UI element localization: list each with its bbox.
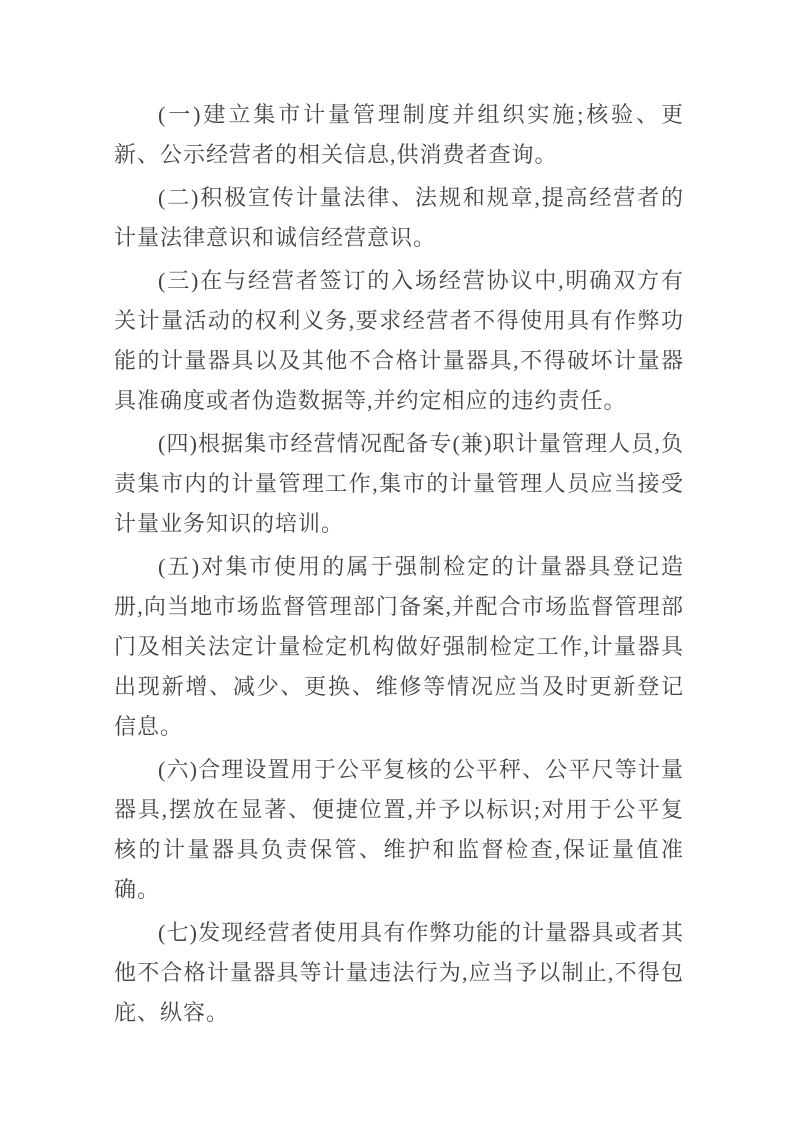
document-content (114, 95, 684, 1036)
paragraph-item-4: (四)根据集市经营情况配备专(兼)职计量管理人员,负责集市内的计量管理工作,集市的计量管理人员应当接受计量业务知识的培训。 (114, 431, 684, 536)
paragraph-item-6: (六)合理设置用于公平复核的公平秤、公平尺等计量器具,摆放在显著、便捷位置,并予以标识;对用于公平复核的计量器具负责保管、维护和监督检查,保证量值准确。 (114, 757, 684, 902)
paragraph-item-5: (五)对集市使用的属于强制检定的计量器具登记造册,向当地市场监督管理部门备案,并配合市场监督管理部门及相关法定计量检定机构做好强制检定工作,计量器具出现新增、减少、更换、维修等情况应当及时更新登记信息。 (114, 554, 684, 739)
paragraph-item-7: (七)发现经营者使用具有作弊功能的计量器具或者其他不合格计量器具等计量违法行为,应当予以制止,不得包庇、纵容。 (114, 920, 684, 1025)
paragraph-item-2: (二)积极宣传计量法律、法规和规章,提高经营者的计量法律意识和诚信经营意识。 (114, 185, 684, 250)
paragraph-item-1: (一)建立集市计量管理制度并组织实施;核验、更新、公示经营者的相关信息,供消费者查询。 (114, 102, 684, 167)
paragraph-item-3: (三)在与经营者签订的入场经营协议中,明确双方有关计量活动的权利义务,要求经营者不得使用具有作弊功能的计量器具以及其他不合格计量器具,不得破坏计量器具准确度或者伪造数据等,并约定相应的违约责任。 (114, 268, 684, 413)
